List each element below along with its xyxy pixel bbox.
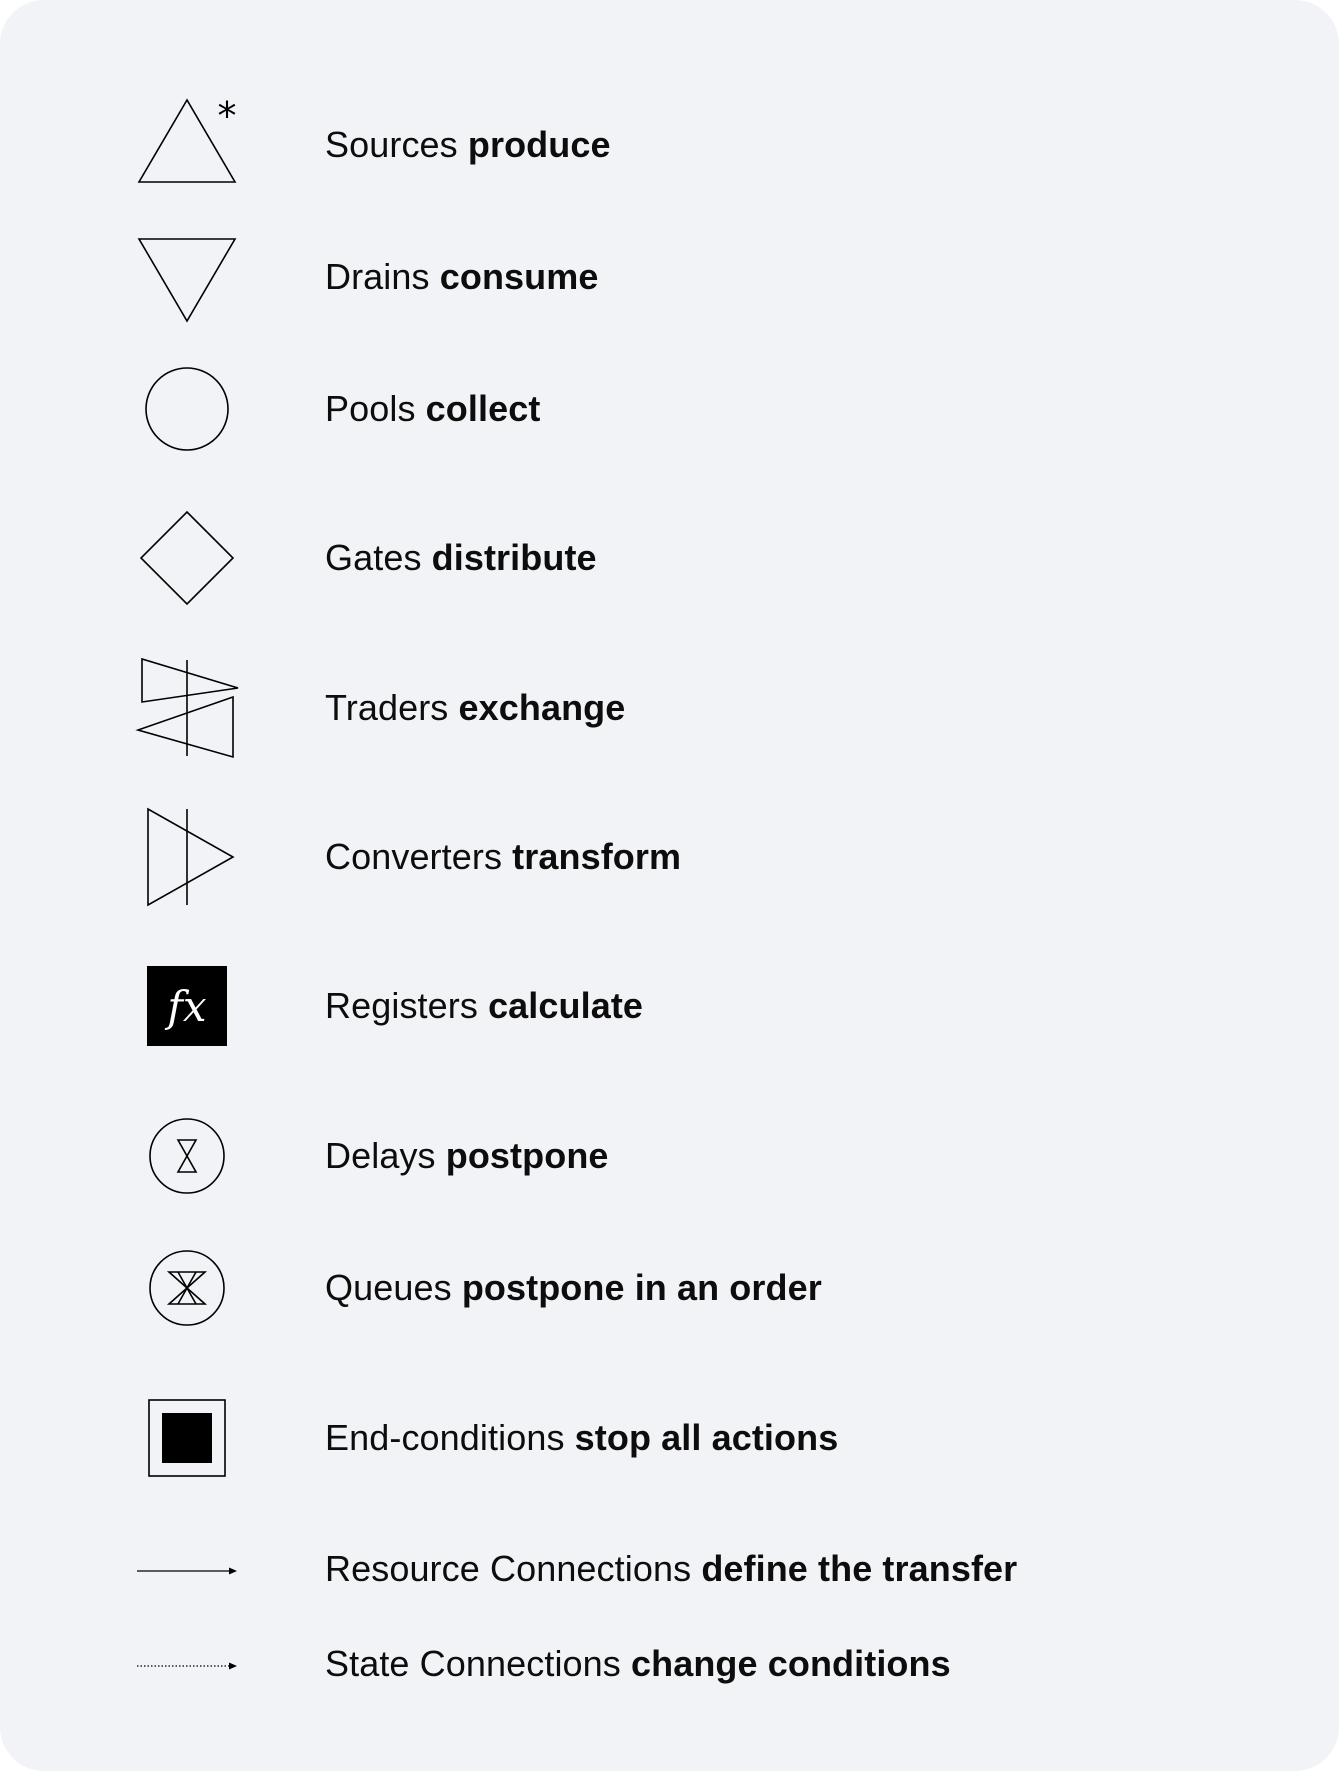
legend-label [325,532,597,584]
legend-noun: End-conditions [325,1417,565,1458]
legend-noun: Resource Connections [325,1548,692,1589]
legend-verb: stop all actions [574,1417,839,1458]
register-fx-text: fx [167,982,207,1031]
legend-label [325,980,643,1032]
legend-noun: Delays [325,1135,436,1176]
source-marker: * [217,94,237,138]
legend-label [325,251,599,303]
legend-verb: define the transfer [701,1548,1018,1589]
legend-verb: change conditions [631,1643,951,1684]
legend-label [325,1130,609,1182]
legend-noun: Converters [325,836,503,877]
legend-label [325,119,611,171]
legend-label [325,1262,822,1314]
legend-verb: postpone [445,1135,609,1176]
legend-label [325,383,540,435]
legend-row-queues [0,1267,1339,1308]
legend-row-delays [0,1135,1339,1176]
legend-label [325,1543,1017,1595]
legend-row-pools [0,388,1339,429]
legend-verb: postpone in an order [461,1267,822,1308]
legend-row-drains [0,256,1339,297]
legend-noun: Drains [325,256,430,297]
legend-verb: collect [425,388,541,429]
legend-noun: Gates [325,537,422,578]
legend-label [325,1638,951,1690]
legend-noun: Queues [325,1267,452,1308]
legend-noun: State Connections [325,1643,621,1684]
legend-verb: produce [467,124,611,165]
legend-row-resource-connections [0,1548,1339,1589]
legend-row-registers [0,982,1339,1031]
legend-noun: Sources [325,124,458,165]
legend-verb: exchange [458,687,626,728]
legend-row-end-conditions [0,1417,1339,1458]
legend-verb: distribute [431,537,597,578]
legend-row-converters [0,836,1339,877]
legend-verb: transform [512,836,682,877]
legend-row-gates [0,537,1339,578]
legend-verb: calculate [488,985,644,1026]
legend-noun: Pools [325,388,416,429]
legend-row-state-connections [0,1643,1339,1684]
legend-noun: Registers [325,985,478,1026]
legend-noun: Traders [325,687,449,728]
legend-label [325,682,625,734]
legend-row-sources [0,94,1339,165]
legend-label [325,831,681,883]
legend-row-traders [0,687,1339,728]
legend-label [325,1412,838,1464]
legend-verb: consume [439,256,599,297]
